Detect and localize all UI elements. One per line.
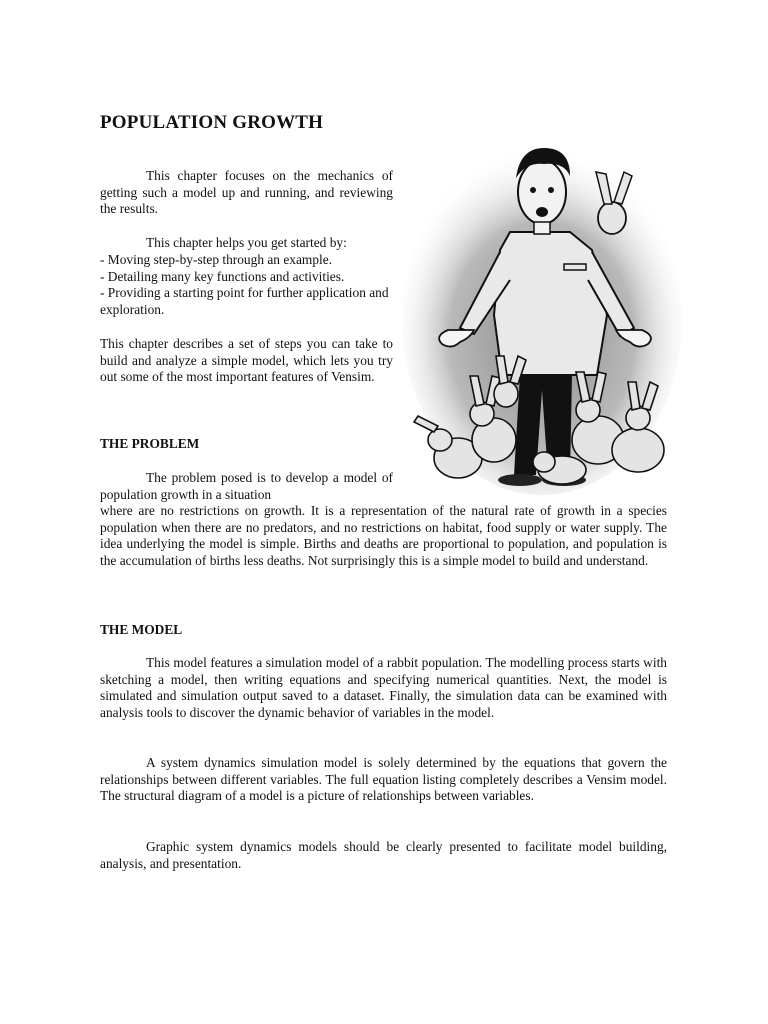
intro-paragraph-3: This chapter describes a set of steps you can take to build and analyze a simple model, which lets you try out some of the most important features of Vensim. [100, 336, 393, 385]
rabbits-illustration-icon [402, 140, 688, 500]
section-heading-model: THE MODEL [100, 622, 183, 637]
intro-paragraph-2-lead: This chapter helps you get started by: [146, 235, 347, 250]
section-heading-problem: THE PROBLEM [100, 436, 200, 451]
intro-paragraph-1: This chapter focuses on the mechanics of getting such a model up and running, and reviewing the results. [100, 168, 393, 217]
list-item: - Moving step-by-step through an example. [100, 252, 333, 267]
problem-paragraph-narrow: The problem posed is to develop a model of population growth in a situation [100, 470, 393, 502]
page-title: POPULATION GROWTH [100, 112, 324, 133]
list-item: - Detailing many key functions and activities. [100, 268, 345, 284]
problem-paragraph-wide: where are no restrictions on growth. It is a representation of the natural rate of growth in a species population when there are no predators, and no restrictions on habitat, food supply or water supply. The idea underlying the model is simple. Births and deaths are proportional to population, and population is the accumulation of births less deaths. Not surprisingly this is a simple model to build and understand. [100, 503, 667, 568]
model-paragraph-1: This model features a simulation model of a rabbit population. The modelling process starts with sketching a model, then writing equations and specifying numerical quantities. Next, the model is simulated and simulation output saved to a dataset. Finally, the simulation data can be examined with analysis tools to discover the dynamic behavior of variables in the model. [100, 655, 667, 720]
model-paragraph-3: Graphic system dynamics models should be clearly presented to facilitate model building, analysis, and presentation. [100, 839, 667, 871]
illustration-man-with-rabbits [402, 140, 688, 500]
model-paragraph-2: A system dynamics simulation model is solely determined by the equations that govern the relationships between different variables. The full equation listing completely describes a Vensim model. The structural diagram of a model is a picture of relationships between variables. [100, 755, 667, 804]
intro-bullet-list [100, 252, 400, 318]
list-item: - Providing a starting point for further application and exploration. [100, 285, 389, 317]
